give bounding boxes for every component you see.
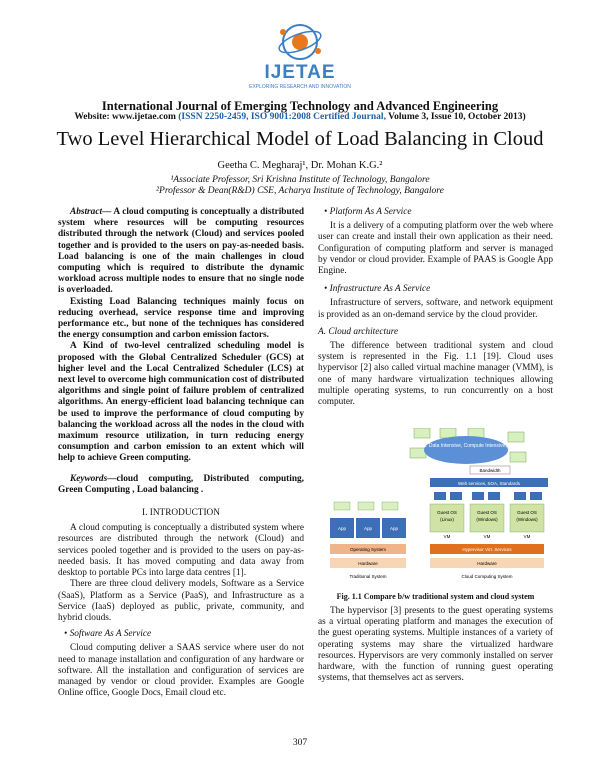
journal-logo xyxy=(249,18,351,96)
guest-os-label: Guest OS xyxy=(437,510,457,515)
guest-os-type: (Linux) xyxy=(440,517,454,522)
user-box xyxy=(510,452,526,462)
intro-paragraph-2: There are three cloud delivery models, Software as a Service (SaaS), Platform as a Service (PaaS), and Infrastructure as a Service (IaaS) deployed as public, private, community, and hybrid clouds. xyxy=(58,579,304,623)
app-box xyxy=(450,492,462,500)
paas-heading-text: Platform As A Service xyxy=(329,207,412,217)
app-box xyxy=(514,492,526,500)
figure-1-1 xyxy=(318,428,553,590)
cloud-architecture-heading: A. Cloud architecture xyxy=(318,326,399,337)
user-box xyxy=(358,502,374,510)
abstract-label: Abstract— xyxy=(70,207,112,217)
keywords-label: Keywords— xyxy=(70,473,117,484)
abstract-text-1: A cloud computing is conceptually a distributed system where resources will be computing resources distributed through the network (Cloud) and services pooled together and is provided to the users on pay-as-needed basis. Load balancing is one of the main challenges in cloud computing which is required to distribute the dynamic workload across multiple nodes to ensure that no single node is overloaded. xyxy=(58,207,305,296)
paas-heading: • Platform As A Service xyxy=(324,207,412,217)
saas-paragraph: Cloud computing deliver a SAAS service where user do not need to manage installation and configuration of any hardware or software. All the installation and configuration of services are managed by vendor or cloud provider. Examples are Google Online office, Google Docs, Email cloud etc. xyxy=(58,643,304,699)
abstract-text-3: A Kind of two-level centralized scheduling model is proposed with the Global Centralized Scheduler (GCS) at higher level and the Local Centralized Scheduler (LCS) at next level to overcome high communication cost of distributed algorithms and single point of failure problem of centralized algorithms. An energy-efficient load balancing technique can be used to improve the performance of cloud computing by balancing the workload across all the nodes in the cloud with maximum resource utilization, in turn reducing energy consumption and carbon emission to an extent which will help to achieve Green computing. xyxy=(58,341,304,464)
operating-system-label: Operating System xyxy=(349,547,387,552)
user-box xyxy=(382,502,398,510)
iaas-paragraph: Infrastructure of servers, software, and network equipment is provided as an on-demand service by the cloud provider. xyxy=(318,298,553,320)
user-box xyxy=(410,448,426,458)
bandwidth-label: Bandwidth xyxy=(479,468,501,473)
iaas-heading: • Infrastructure As A Service xyxy=(324,284,431,295)
hardware-label: Hardware xyxy=(477,561,497,566)
hypervisor-paragraph: The hypervisor [3] presents to the guest operating systems as a virtual operating platform and manages the execution of the guest operating systems. Multiple instances of a variety of operating systems may share the virtualized hardware resources. Hypervisors are very commonly installed on server hardware, with the function of running guest operating systems, that themselves act as servers. xyxy=(318,606,553,684)
issn-text: (ISSN 2250-2459, ISO 9001:2008 Certified Journal, xyxy=(178,112,386,122)
abstract-paragraph xyxy=(58,207,304,297)
keywords-paragraph xyxy=(58,474,304,496)
saas-heading: • Software As A Service xyxy=(64,629,152,640)
traditional-system-label: Traditional System xyxy=(349,574,387,579)
journal-name: International Journal of Emerging Technology and Advanced Engineering xyxy=(101,99,499,113)
user-box xyxy=(334,502,350,510)
user-box xyxy=(440,428,456,438)
vm-label: VM xyxy=(443,534,451,539)
journal-website xyxy=(0,112,600,122)
intro-paragraph-1: A cloud computing is conceptually a distributed system where resources are distributed through the network (Cloud) and services pooled together and is provided to the users on pay-as-needed basis. It has moved computing and data away from desktop to portable PCs into large data centres [1]. xyxy=(58,523,304,579)
logo-tagline: EXPLORING RESEARCH AND INNOVATION xyxy=(249,84,351,90)
page-number: 307 xyxy=(292,738,308,748)
volume-text: Volume 3, Issue 10, October 2013) xyxy=(388,112,526,122)
guest-os-type: (Windows) xyxy=(516,517,538,522)
paas-paragraph: It is a delivery of a computing platform over the web where user can create and install their own application as their need. Configuration of computing platform and server is managed by vendor or cloud provider. Example of PAAS is Google App Engine. xyxy=(318,221,553,277)
app-label: App xyxy=(337,526,347,531)
cloud-shape xyxy=(424,436,508,464)
affiliation-1: ¹Associate Professor, Sri Krishna Institute of Technology, Bangalore xyxy=(170,175,430,185)
figure-diagram xyxy=(318,428,553,590)
vm-label: VM xyxy=(483,534,491,539)
web-services-label: Web services, SOA, Standards xyxy=(458,481,520,486)
app-label: App xyxy=(363,526,373,531)
abstract-text-2: Existing Load Balancing techniques mainly focus on reducing overhead, service response time and improving performance etc., but none of the techniques has considered the energy consumption and carbon emission factors. xyxy=(58,296,304,341)
user-box xyxy=(414,428,430,438)
affiliation-2: ²Professor & Dean(R&D) CSE, Acharya Institute of Technology, Bangalore xyxy=(156,186,444,196)
app-box xyxy=(488,492,500,500)
figure-caption: Fig. 1.1 Compare b/w traditional system and cloud system xyxy=(336,592,535,601)
hardware-label: Hardware xyxy=(358,561,378,566)
app-box xyxy=(472,492,484,500)
cloud-system-label: Cloud Computing System xyxy=(461,574,513,579)
hypervisor-label: Hypervisor Virt. Services xyxy=(462,547,512,552)
right-column-top xyxy=(318,207,553,408)
logo-text: IJETAE xyxy=(264,62,336,83)
guest-os-label: Guest OS xyxy=(517,510,537,515)
left-column xyxy=(58,207,304,699)
keywords-text: cloud computing, Distributed computing, Green Computing , Load balancing . xyxy=(58,473,304,495)
vm-label: VM xyxy=(523,534,531,539)
user-box xyxy=(508,432,524,442)
guest-os-type: (Windows) xyxy=(476,517,498,522)
paper-title: Two Level Hierarchical Model of Load Balancing in Cloud xyxy=(56,128,544,150)
guest-os-label: Guest OS xyxy=(477,510,497,515)
section-heading: I. INTRODUCTION xyxy=(142,508,220,519)
app-box xyxy=(434,492,446,500)
right-column-bottom xyxy=(318,606,553,684)
saas-heading-text: Software As A Service xyxy=(69,629,152,640)
cloud-label: Cloud Applications: Data Intensive, Compute Intensive, Storage Intensive xyxy=(384,443,548,449)
architecture-paragraph: The difference between traditional system and cloud system is represented in the Fig. 1.1 [19]. Cloud uses hypervisor [2] also called virtual machine manager (VMM), is one of many hardware virtualization techniques allowing multiple operating systems, to run concurrently on a host computer. xyxy=(318,341,553,408)
iaas-heading-text: Infrastructure As A Service xyxy=(329,284,431,295)
paper-authors: Geetha C. Megharaj¹, Dr. Mohan K.G.² xyxy=(217,160,383,171)
website-prefix: Website: www.ijetae.com xyxy=(74,112,176,122)
app-label: App xyxy=(389,526,399,531)
app-box xyxy=(530,492,542,500)
